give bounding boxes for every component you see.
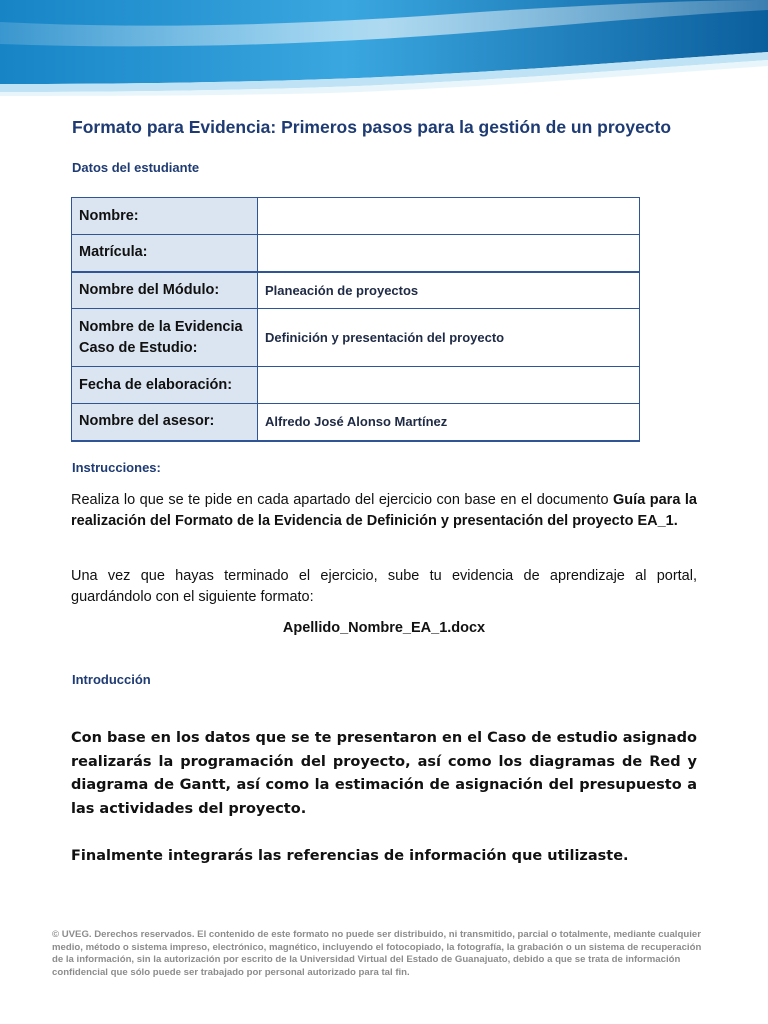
instructions-paragraph-2: Una vez que hayas terminado el ejercicio, sube tu evidencia de aprendizaje al portal, guardándolo con el siguiente formato: bbox=[71, 568, 697, 605]
table-row-nombre bbox=[72, 198, 640, 235]
student-data-table bbox=[71, 197, 640, 442]
label-fecha: Fecha de elaboración: bbox=[72, 367, 258, 404]
student-data-heading: Datos del estudiante bbox=[72, 160, 200, 175]
value-modulo: Planeación de proyectos bbox=[258, 272, 640, 309]
filename-format: Apellido_Nombre_EA_1.docx bbox=[282, 620, 486, 636]
label-evidencia bbox=[72, 309, 258, 367]
table-row-modulo bbox=[72, 272, 640, 309]
value-asesor: Alfredo José Alonso Martínez bbox=[258, 404, 640, 441]
instructions-text: Realiza lo que se te pide en cada apartado del ejercicio con base en el documento bbox=[71, 492, 614, 508]
table-row-evidencia bbox=[72, 309, 640, 367]
label-matricula: Matrícula: bbox=[72, 235, 258, 272]
table-row-fecha bbox=[72, 367, 640, 404]
label-nombre: Nombre: bbox=[72, 198, 258, 235]
introduction-heading: Introducción bbox=[72, 672, 151, 687]
label-evidencia-line2: Caso de Estudio: bbox=[79, 339, 198, 356]
introduction-paragraph-2: Finalmente integrarás las referencias de información que utilizaste. bbox=[71, 848, 629, 864]
instructions-paragraph-1 bbox=[71, 490, 697, 532]
label-evidencia-line1: Nombre de la Evidencia bbox=[79, 318, 243, 335]
value-fecha bbox=[258, 367, 640, 404]
introduction-paragraph-1: Con base en los datos que se te presentaron en el Caso de estudio asignado realizarás la programación del proyecto, así como los diagramas de Red y diagrama de Gantt, así como la estimación de asignación del presupuesto a las actividades del proyecto. bbox=[71, 730, 697, 817]
instructions-guide-title: Guía para la realización del Formato de la Evidencia de Definición y presentación del proyecto EA_1. bbox=[71, 492, 697, 529]
wave-banner-graphic bbox=[0, 0, 768, 96]
label-modulo: Nombre del Módulo: bbox=[72, 272, 258, 309]
value-nombre bbox=[258, 198, 640, 235]
label-asesor: Nombre del asesor: bbox=[72, 404, 258, 441]
copyright-footer: © UVEG. Derechos reservados. El contenido de este formato no puede ser distribuido, ni transmitido, parcial o totalmente, mediante cualquier medio, método o sistema impreso, electrónico, magnético, incluyendo el fotocopiado, la fotografía, la grabación o un sistema de recuperación de la información, sin la autorización por escrito de la Universidad Virtual del Estado de Guanajuato, debido a que se trata de información confidencial que sólo puede ser trabajado por personal autorizado para tal fin. bbox=[52, 929, 702, 978]
value-evidencia: Definición y presentación del proyecto bbox=[258, 309, 640, 367]
table-row-matricula bbox=[72, 235, 640, 272]
page-title: Formato para Evidencia: Primeros pasos para la gestión de un proyecto bbox=[72, 117, 672, 137]
header-banner bbox=[0, 0, 768, 96]
instructions-heading: Instrucciones: bbox=[72, 460, 161, 475]
value-matricula bbox=[258, 235, 640, 272]
table-row-asesor bbox=[72, 404, 640, 441]
